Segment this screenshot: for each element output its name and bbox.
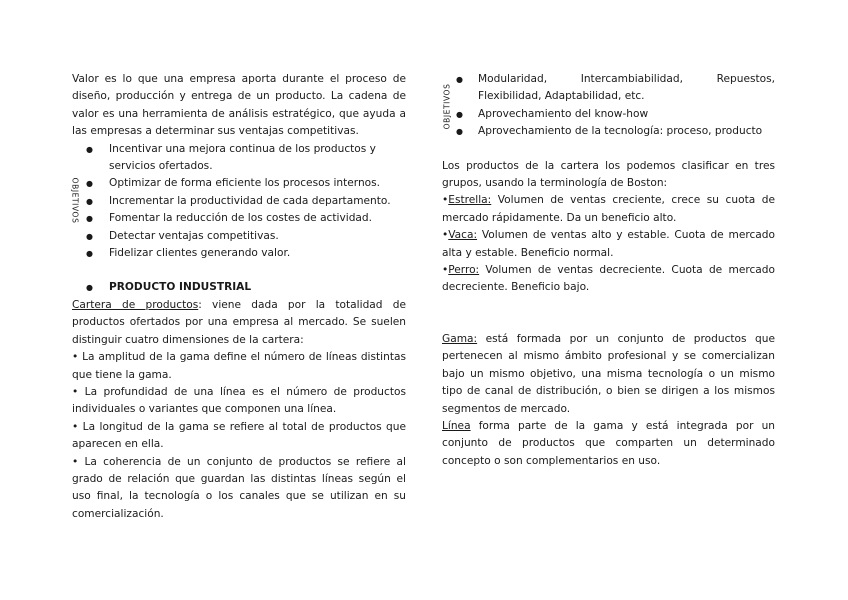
cartera-text: : viene dada por la totalidad de productos ofertados por una empresa al mercado. Se suelen distinguir cuatro dimensiones de la cartera: — [72, 298, 406, 346]
dimension-item: • La amplitud de la gama define el número de líneas distintas que tiene la gama. — [72, 351, 406, 381]
right-objectives-list — [442, 71, 775, 141]
right-column — [442, 71, 775, 470]
objective-item: ● Aprovechamiento de la tecnología: proceso, producto — [442, 123, 775, 140]
cartera-paragraph — [72, 297, 406, 349]
objective-item: ● Detectar ventajas competitivas. — [72, 228, 406, 245]
linea-text: forma parte de la gama y está integrada por un conjunto de productos que comparten un determinado concepto o son complementarios en uso. — [442, 419, 775, 467]
bullet: • — [442, 229, 449, 242]
gama-text: está formada por un conjunto de productos que pertenecen al mismo ámbito profesional y se comercializan bajo un mismo objetivo, una misma tecnología o un mismo tipo de canal de distribución, o bien se dirigen a los mismos segmentos de mercado. — [442, 332, 775, 415]
left-column — [72, 71, 406, 523]
group-text: Volumen de ventas alto y estable. Cuota de mercado alta y estable. Beneficio normal. — [442, 229, 775, 259]
boston-group-perro — [442, 262, 775, 297]
dimension-item: • La profundidad de una línea es el número de productos individuales o variantes que componen una línea. — [72, 385, 406, 416]
boston-intro: Los productos de la cartera los podemos clasificar en tres grupos, usando la terminología de Boston: — [442, 159, 775, 190]
objective-item: ● Optimizar de forma eficiente los procesos internos. — [72, 175, 406, 192]
boston-group-estrella — [442, 192, 775, 227]
objectives-side-label-left: OBJETIVOS — [70, 177, 80, 224]
bullet: • — [442, 264, 449, 277]
group-term: Estrella: — [448, 194, 492, 207]
gama-paragraph — [442, 331, 775, 418]
objective-item: ● Modularidad, Intercambiabilidad, Repuestos, Flexibilidad, Adaptabilidad, etc. — [442, 71, 775, 106]
objectives-side-label-right: OBJETIVOS — [442, 83, 452, 130]
objective-item: ● Fidelizar clientes generando valor. — [72, 245, 406, 262]
bullet: • — [442, 194, 449, 207]
objective-item: ● Incrementar la productividad de cada departamento. — [72, 193, 406, 210]
group-text: Volumen de ventas creciente, crece su cuota de mercado rápidamente. Da un beneficio alto. — [442, 194, 775, 224]
section-heading-list — [72, 279, 406, 296]
objectives-list — [72, 141, 406, 263]
gama-term: Gama: — [442, 332, 478, 345]
group-term: Perro: — [448, 264, 480, 277]
boston-group-vaca — [442, 227, 775, 262]
objective-item: ● Fomentar la reducción de los costes de actividad. — [72, 210, 406, 227]
section-heading: ● PRODUCTO INDUSTRIAL — [72, 279, 406, 296]
objective-item: ● Aprovechamiento del know-how — [442, 106, 775, 123]
linea-term: Línea — [442, 419, 471, 432]
value-chain-intro: Valor es lo que una empresa aporta durante el proceso de diseño, producción y entrega de un producto. La cadena de valor es una herramienta de análisis estratégico, que ayuda a las empresas a determinar sus ventajas competitivas. — [72, 73, 406, 138]
group-text: Volumen de ventas decreciente. Cuota de mercado decreciente. Beneficio bajo. — [442, 264, 775, 294]
dimension-item: • La longitud de la gama se refiere al total de productos que aparecen en ella. — [72, 420, 406, 451]
dimension-item: • La coherencia de un conjunto de productos se refiere al grado de relación que guardan las distintas líneas según el uso final, la tecnología o los canales que se utilizan en su comercialización. — [72, 455, 406, 520]
group-term: Vaca: — [448, 229, 478, 242]
objective-item: ● Incentivar una mejora continua de los productos y servicios ofertados. — [72, 141, 406, 176]
cartera-term: Cartera de productos — [72, 298, 199, 311]
linea-paragraph — [442, 418, 775, 470]
